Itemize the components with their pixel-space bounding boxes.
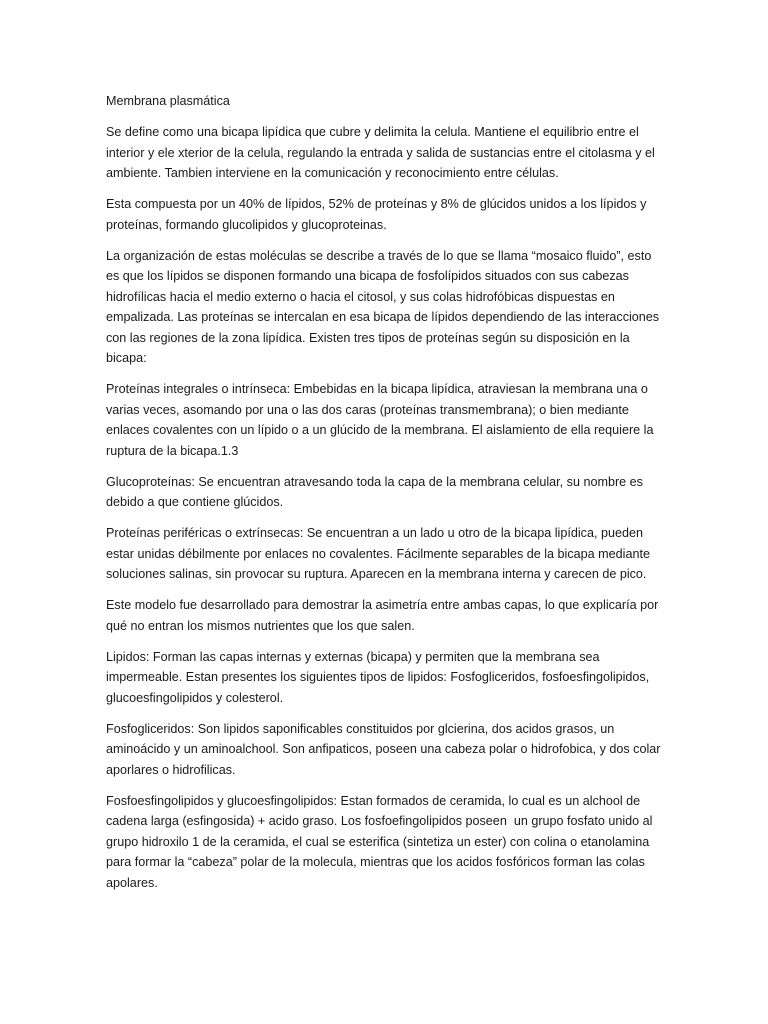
paragraph-model-asymmetry: Este modelo fue desarrollado para demostrar la asimetría entre ambas capas, lo que explicaría por qué no entran los mismos nutrientes que los que salen. — [106, 598, 659, 633]
paragraph-phosphoglycerides: Fosfogliceridos: Son lipidos saponificables constituidos por glcierina, dos acidos grasos, un aminoácido y un aminoalchool. Son anfipaticos, poseen una cabeza polar o hidrofobica, y dos colar aporlares o hidrofilicas. — [106, 721, 661, 777]
paragraph-lipids: Lipidos: Forman las capas internas y externas (bicapa) y permiten que la membrana sea impermeable. Estan presentes los siguientes tipos de lipidos: Fosfogliceridos, fosfoesfingolipidos, glucoesfingolipidos y colesterol. — [106, 649, 650, 705]
paragraph-glycoproteins: Glucoproteínas: Se encuentran atravesando toda la capa de la membrana celular, su nombre es debido a que contiene glúcidos. — [106, 474, 643, 509]
paragraph-fluid-mosaic: La organización de estas moléculas se describe a través de lo que se llama “mosaico fluido”, esto es que los lípidos se disponen formando una bicapa de fosfolípidos situados con sus cabezas hidrofílicas hacia el medio externo o hacia el citosol, y sus colas hidrofóbicas dispuestas en empalizada. Las proteínas se intercalan en esa bicapa de lípidos dependiendo de las interacciones con las regiones de la zona lipídica. Existen tres tipos de proteínas según su disposición en la bicapa: — [106, 248, 660, 365]
paragraph-composition: Esta compuesta por un 40% de lípidos, 52% de proteínas y 8% de glúcidos unidos a los lípidos y proteínas, formando glucolipidos y glucoproteinas. — [106, 197, 647, 232]
paragraph-definition: Se define como una bicapa lipídica que cubre y delimita la celula. Mantiene el equilibrio entre el interior y ele xterior de la celula, regulando la entrada y salida de sustancias entre el citolasma y el ambiente. Tambien interviene en la comunicación y reconocimiento entre células. — [106, 125, 655, 180]
paragraph-sphingolipids: Fosfoesfingolipidos y glucoesfingolipidos: Estan formados de ceramida, lo cual es un alchool de cadena larga (esfingosida) + acido graso. Los fosfoefingolipidos poseen un grupo fosfato unido al grupo hidroxilo 1 de la ceramida, el cual se esterifica (sintetiza un ester) con colina o etanolamina para formar la “cabeza” polar de la molecula, mientras que los acidos fosfóricos forman las colas apolares. — [106, 793, 653, 890]
paragraph-integral-proteins: Proteínas integrales o intrínseca: Embebidas en la bicapa lipídica, atraviesan la membrana una o varias veces, asomando por una o las dos caras (proteínas transmembrana); o bien mediante enlaces covalentes con un lípido o a un glúcido de la membrana. El aislamiento de ella requiere la ruptura de la bicapa.1.3 — [106, 382, 654, 458]
document-title: Membrana plasmática — [106, 94, 230, 108]
paragraph-peripheral-proteins: Proteínas periféricas o extrínsecas: Se encuentran a un lado u otro de la bicapa lipídica, pueden estar unidas débilmente por enlaces no covalentes. Fácilmente separables de la bicapa mediante soluciones salinas, sin provocar su ruptura. Aparecen en la membrana interna y carecen de pico. — [106, 526, 650, 581]
document-page — [106, 91, 684, 904]
